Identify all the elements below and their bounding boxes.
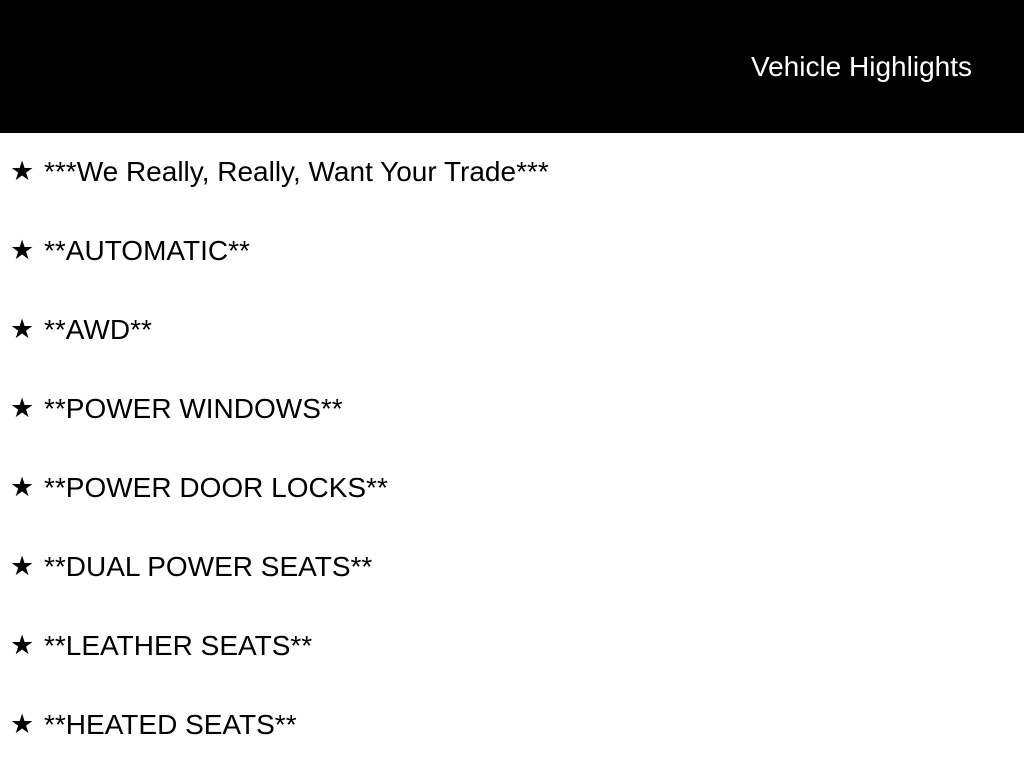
star-icon: ★ <box>10 551 35 582</box>
star-icon: ★ <box>10 630 35 661</box>
star-icon: ★ <box>10 156 35 187</box>
list-item <box>10 474 1024 502</box>
list-item-label: **POWER DOOR LOCKS** <box>44 472 388 503</box>
star-icon: ★ <box>10 709 35 740</box>
star-icon: ★ <box>10 235 35 266</box>
star-icon: ★ <box>10 314 35 345</box>
list-item-label: **LEATHER SEATS** <box>44 630 313 661</box>
vehicle-highlights-list <box>0 133 1024 739</box>
list-item-label: **AUTOMATIC** <box>44 235 250 266</box>
star-icon: ★ <box>10 393 35 424</box>
list-item <box>10 158 1024 186</box>
page-title: Vehicle Highlights <box>750 50 972 82</box>
list-item <box>10 711 1024 739</box>
list-item <box>10 632 1024 660</box>
list-item-label: **DUAL POWER SEATS** <box>44 551 373 582</box>
list-item-label: ***We Really, Really, Want Your Trade*** <box>44 156 549 187</box>
list-item-label: **POWER WINDOWS** <box>44 393 343 424</box>
header-bar <box>0 0 1024 133</box>
list-item-label: **HEATED SEATS** <box>44 709 297 740</box>
list-item <box>10 316 1024 344</box>
list-item <box>10 553 1024 581</box>
star-icon: ★ <box>10 472 35 503</box>
list-item-label: **AWD** <box>44 314 152 345</box>
list-item <box>10 237 1024 265</box>
list-item <box>10 395 1024 423</box>
